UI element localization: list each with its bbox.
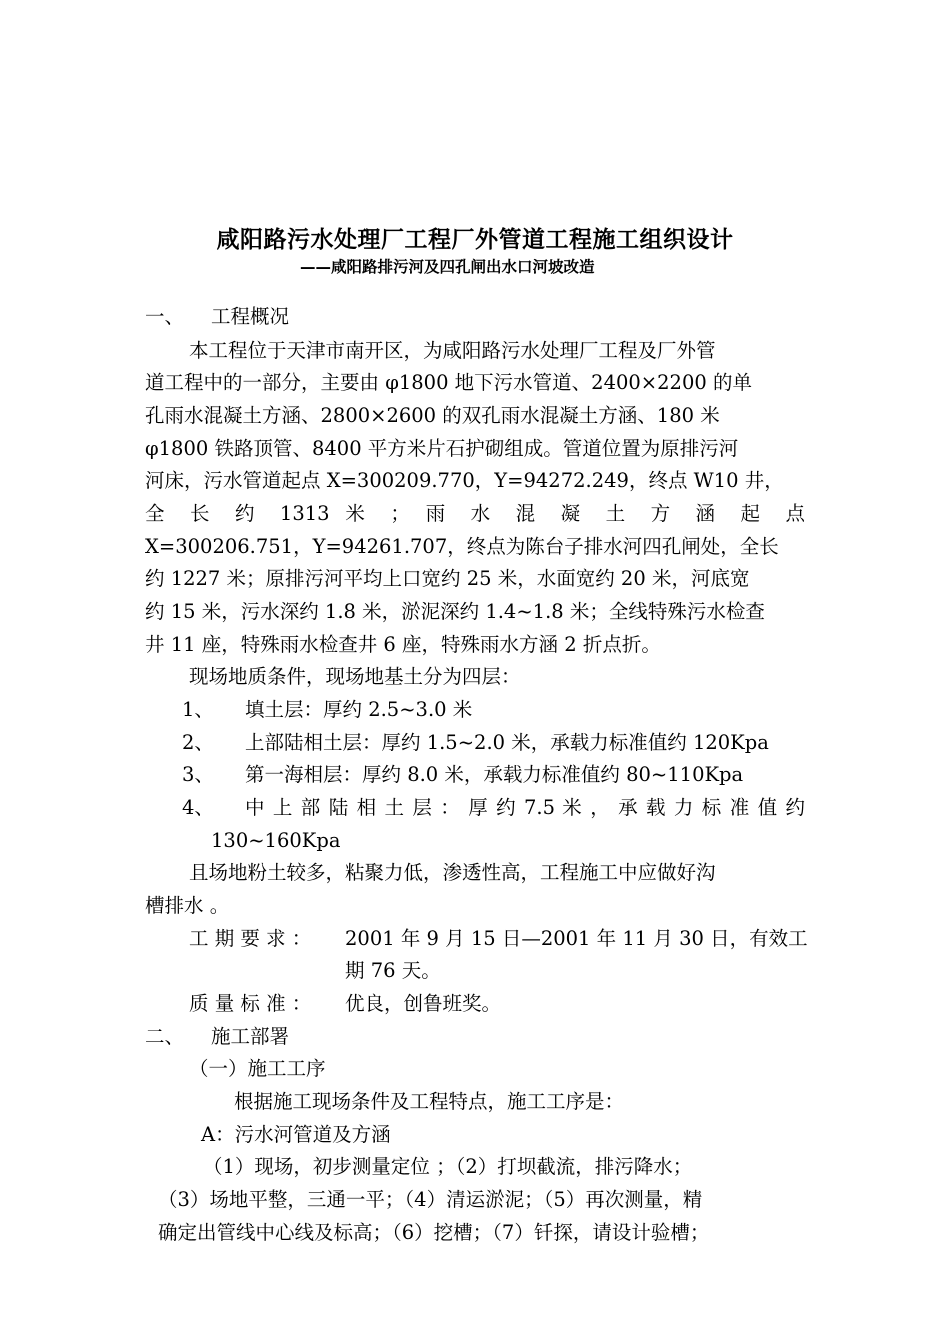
part-a-heading: A：污水河管道及方涵 xyxy=(201,1123,391,1146)
layer-text-continuation: 130~160Kpa xyxy=(211,829,341,852)
quality-label: 质 量 标 准 ： xyxy=(189,992,312,1015)
document-subtitle: ——咸阳路排污河及四孔闸出水口河坡改造 xyxy=(300,258,595,276)
section-1-heading: 工程概况 xyxy=(211,305,290,328)
layer-number: 4、 xyxy=(182,796,214,819)
sub-heading: （一）施工工序 xyxy=(189,1057,326,1080)
document-title: 咸阳路污水处理厂工程厂外管道工程施工组织设计 xyxy=(216,227,734,253)
layer-text: 中 上 部 陆 相 土 层 ： 厚 约 7.5 米 ， 承 载 力 标 准 值 约 xyxy=(245,796,805,819)
paragraph-line: φ1800 铁路顶管、8400 平方米片石护砌组成。管道位置为原排污河 xyxy=(145,437,739,460)
layer-text: 上部陆相土层：厚约 1.5~2.0 米，承载力标准值约 120Kpa xyxy=(245,731,769,754)
paragraph-line: X=300206.751，Y=94261.707，终点为陈台子排水河四孔闸处，全长 xyxy=(145,535,779,558)
paragraph-line: 本工程位于天津市南开区，为咸阳路污水处理厂工程及厂外管 xyxy=(189,339,716,362)
paragraph-line: 孔雨水混凝土方涵、2800×2600 的双孔雨水混凝土方涵、180 米 xyxy=(145,404,720,427)
quality-value: 优良，创鲁班奖。 xyxy=(345,992,502,1015)
paragraph-line: 全 长 约 1313 米 ； 雨 水 混 凝 土 方 涵 起 点 xyxy=(145,502,805,525)
paragraph-line: 约 15 米，污水深约 1.8 米，淤泥深约 1.4~1.8 米；全线特殊污水检查 xyxy=(145,600,765,623)
steps-line: （1）现场，初步测量定位 ；（2）打坝截流，排污降水； xyxy=(203,1155,693,1178)
section-1-number: 一、 xyxy=(145,305,185,328)
layer-number: 3、 xyxy=(182,763,214,786)
paragraph-line: 井 11 座，特殊雨水检查井 6 座，特殊雨水方涵 2 折点折。 xyxy=(145,633,661,656)
soil-note-line: 且场地粉土较多，粘聚力低，渗透性高，工程施工中应做好沟 xyxy=(189,861,716,884)
section-2-heading: 施工部署 xyxy=(211,1025,290,1048)
paragraph-line: 道工程中的一部分，主要由 φ1800 地下污水管道、2400×2200 的单 xyxy=(145,371,752,394)
steps-line: 确定出管线中心线及标高；（6）挖槽；（7）钎探，请设计验槽； xyxy=(158,1221,710,1244)
soil-note-line: 槽排水 。 xyxy=(145,894,230,917)
section-2-number: 二、 xyxy=(145,1025,185,1048)
geology-intro: 现场地质条件，现场地基土分为四层： xyxy=(189,665,521,688)
layer-text: 第一海相层：厚约 8.0 米，承载力标准值约 80~110Kpa xyxy=(245,763,744,786)
paragraph-line: 河床，污水管道起点 X=300209.770，Y=94272.249，终点 W10 井， xyxy=(145,469,784,492)
layer-text: 填土层：厚约 2.5~3.0 米 xyxy=(245,698,473,721)
schedule-value: 期 76 天。 xyxy=(345,959,441,982)
steps-line: （3）场地平整，三通一平；（4）清运淤泥；（5）再次测量，精 xyxy=(158,1188,703,1211)
paragraph-line: 约 1227 米；原排污河平均上口宽约 25 米，水面宽约 20 米，河底宽 xyxy=(145,567,750,590)
sub-intro: 根据施工现场条件及工程特点，施工工序是： xyxy=(234,1090,625,1113)
schedule-label: 工 期 要 求 ： xyxy=(189,927,312,950)
schedule-value: 2001 年 9 月 15 日—2001 年 11 月 30 日，有效工 xyxy=(345,927,808,950)
layer-number: 2、 xyxy=(182,731,214,754)
layer-number: 1、 xyxy=(182,698,214,721)
